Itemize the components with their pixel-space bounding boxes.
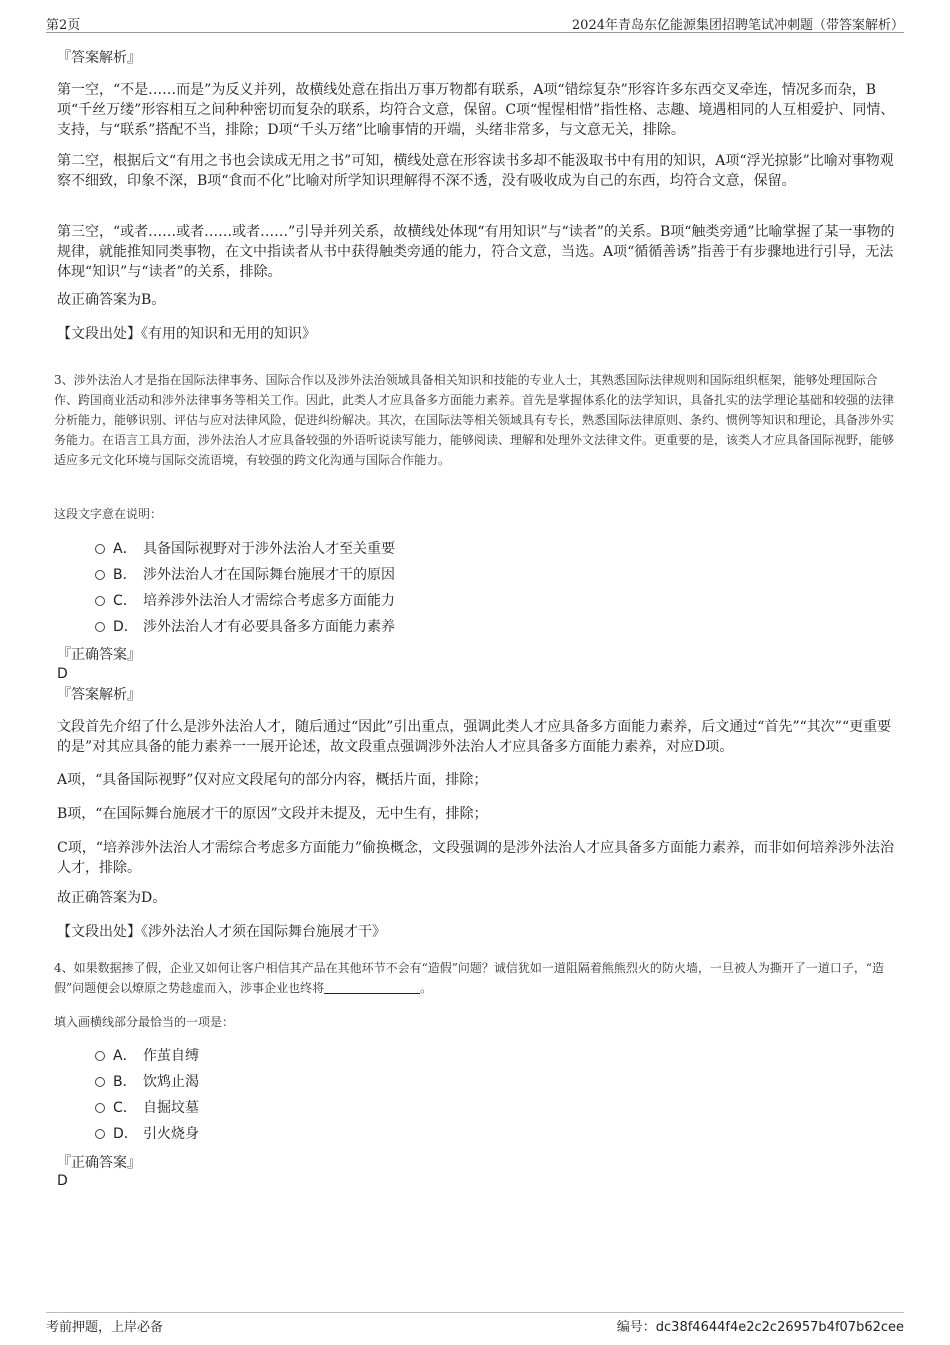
q4-prompt: 填入画横线部分最恰当的一项是：	[54, 1015, 235, 1029]
q2-analysis-p1: 第一空，“不是……而是”为反义并列，故横线处意在指出万事万物都有联系，A项“错综复杂”形容许多东西交叉牵连，情况多而杂，B项“千丝万缕”形容相互之间种种密切而复杂的联系，均符合文意，保留。C项“惺惺相惜”指性格、志趣、境遇相同的人互相爱护、同情、支持，与“联系”搭配不当，排除；D项“千头万绪”比喻事情的开端，头绪非常多，与文意无关，排除。	[57, 82, 895, 138]
q3-analysis-p3: B项，“在国际舞台施展才干的原因”文段并未提及，无中生有，排除；	[57, 806, 488, 822]
radio-icon[interactable]	[95, 1103, 105, 1113]
q3-prompt: 这段文字意在说明：	[54, 507, 163, 521]
page-footer	[46, 1312, 904, 1336]
q2-analysis-label: 『答案解析』	[57, 50, 141, 66]
radio-icon[interactable]	[95, 570, 105, 580]
q2-source: 【文段出处】《有用的知识和无用的知识》	[57, 326, 316, 342]
q2-analysis-p2: 第二空，根据后文“有用之书也会读成无用之书”可知，横线处意在形容读书多却不能汲取书中有用的知识，A项“浮光掠影”比喻对事物观察不细致，印象不深，B项“食而不化”比喻对所学知识理解得不深不透，没有吸收成为自己的东西，均符合文意，保留。	[57, 153, 894, 189]
q4-option-c[interactable]: C． 自掘坟墓	[95, 1098, 199, 1118]
q3-option-d[interactable]: D． 涉外法治人才有必要具备多方面能力素养	[95, 617, 395, 637]
q3-answer-label: 『正确答案』	[57, 647, 141, 663]
q3-option-a[interactable]: A． 具备国际视野对于涉外法治人才至关重要	[95, 539, 395, 559]
footer-slogan: 考前押题，上岸必备	[46, 1320, 164, 1335]
answer-blank	[324, 981, 420, 994]
document-title: 2024年青岛东亿能源集团招聘笔试冲刺题（带答案解析）	[571, 18, 904, 33]
radio-icon[interactable]	[95, 622, 105, 632]
q3-option-b[interactable]: B． 涉外法治人才在国际舞台施展才干的原因	[95, 565, 395, 585]
page-header	[46, 14, 904, 33]
q3-conclusion: 故正确答案为D。	[57, 890, 167, 906]
q3-analysis-p1: 文段首先介绍了什么是涉外法治人才，随后通过“因此”引出重点，强调此类人才应具备多方面能力素养，后文通过“首先”“其次”“更重要的是”对其应具备的能力素养一一展开论述，故文段重点强调涉外法治人才应具备多方面能力素养，对应D项。	[57, 719, 892, 755]
radio-icon[interactable]	[95, 1051, 105, 1061]
page-number: 第2页	[46, 18, 81, 33]
radio-icon[interactable]	[95, 1129, 105, 1139]
q4-stem: 4、如果数据掺了假，企业又如何让客户相信其产品在其他环节不会有“造假”问题？诚信犹如一道阻隔着熊熊烈火的防火墙，一旦被人为撕开了一道口子，“造假”问题便会以燎原之势趁虚而入，涉事企业也终将 。	[54, 961, 885, 995]
q3-answer: D	[57, 666, 68, 682]
q3-analysis-label: 『答案解析』	[57, 687, 141, 703]
q2-analysis-p3: 第三空，“或者……或者……或者……”引导并列关系，故横线处体现“有用知识”与“读者”的关系。B项“触类旁通”比喻掌握了某一事物的规律，就能推知同类事物，在文中指读者从书中获得触类旁通的能力，符合文意，当选。A项“循循善诱”指善于有步骤地进行引导，无法体现“知识”与“读者”的关系，排除。	[57, 224, 895, 280]
radio-icon[interactable]	[95, 596, 105, 606]
q4-answer: D	[57, 1173, 68, 1189]
q4-option-a[interactable]: A． 作茧自缚	[95, 1046, 199, 1066]
q3-analysis-p4: C项，“培养涉外法治人才需综合考虑多方面能力”偷换概念，文段强调的是涉外法治人才应具备多方面能力素养，而非如何培养涉外法治人才，排除。	[57, 840, 895, 876]
q3-stem: 3、涉外法治人才是指在国际法律事务、国际合作以及涉外法治领域具备相关知识和技能的专业人士，其熟悉国际法律规则和国际组织框架，能够处理国际合作、跨国商业活动和涉外法律事务等相关工作。因此，此类人才应具备多方面能力素养。首先是掌握体系化的法学知识，具备扎实的法学理论基础和较强的法律分析能力，能够识别、评估与应对法律风险，促进纠纷解决。其次，在国际法等相关领域具有专长，熟悉国际法律原则、条约、惯例等知识和理论，具备涉外实务能力。在语言工具方面，涉外法治人才应具备较强的外语听说读写能力，能够阅读、理解和处理外文法律文件。更重要的是，该类人才应具备国际视野，能够适应多元文化环境与国际交流语境，有较强的跨文化沟通与国际合作能力。	[54, 373, 895, 467]
document-code: 编号：dc38f4644f4e2c2c26957b4f07b62cee	[616, 1320, 904, 1335]
q4-option-b[interactable]: B． 饮鸩止渴	[95, 1072, 199, 1092]
q2-conclusion: 故正确答案为B。	[57, 292, 166, 308]
q4-answer-label: 『正确答案』	[57, 1155, 141, 1171]
q4-option-d[interactable]: D． 引火烧身	[95, 1124, 199, 1144]
radio-icon[interactable]	[95, 1077, 105, 1087]
radio-icon[interactable]	[95, 544, 105, 554]
q3-source: 【文段出处】《涉外法治人才须在国际舞台施展才干》	[57, 924, 386, 940]
q3-analysis-p2: A项，“具备国际视野”仅对应文段尾句的部分内容，概括片面，排除；	[57, 772, 488, 788]
q3-option-c[interactable]: C． 培养涉外法治人才需综合考虑多方面能力	[95, 591, 395, 611]
